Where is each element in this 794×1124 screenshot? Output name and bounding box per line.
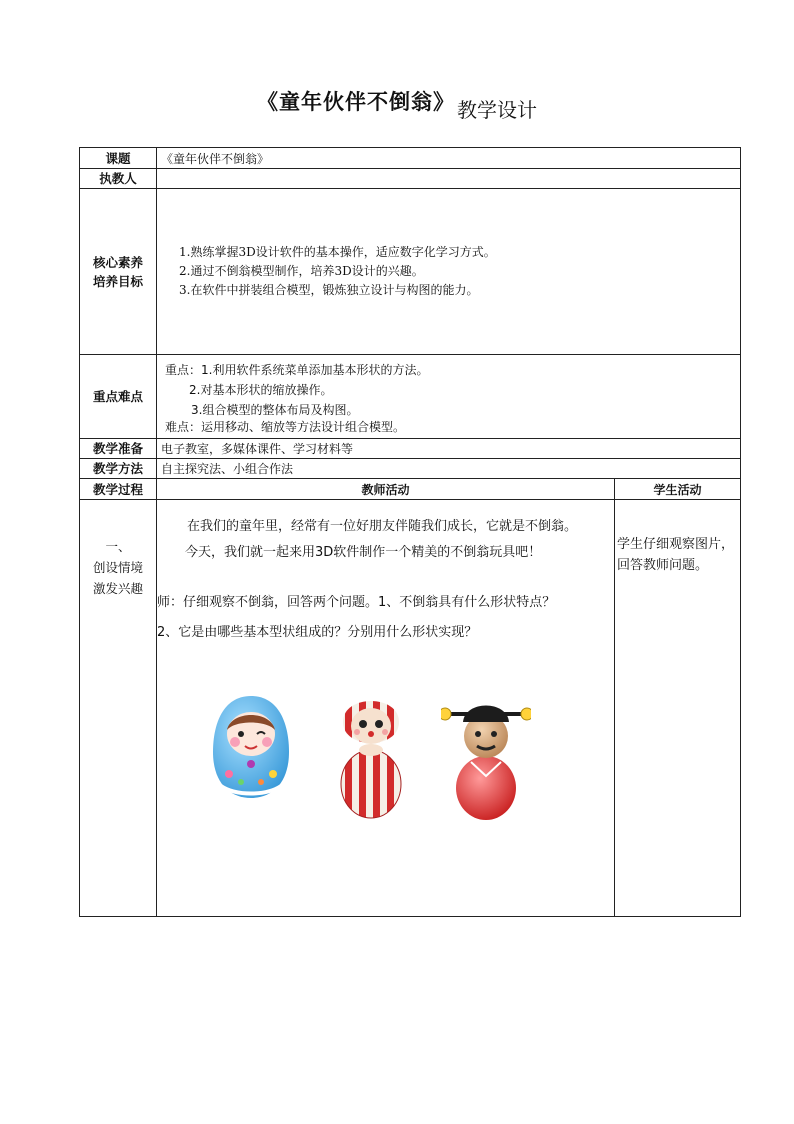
prep-label: 教学准备 bbox=[80, 439, 157, 459]
lesson-plan-table bbox=[79, 147, 741, 917]
goals-content bbox=[157, 189, 741, 355]
method-value: 自主探究法、小组合作法 bbox=[157, 459, 741, 479]
tumbler-doll-blue-image bbox=[201, 692, 301, 802]
page-title bbox=[0, 86, 794, 122]
teacher-para1: 在我们的童年里，经常有一位好朋友伴随我们成长，它就是不倒翁。 bbox=[187, 519, 578, 534]
key-point-line3: 3.组合模型的整体布局及构图。 bbox=[191, 402, 359, 417]
step1-line3: 激发兴趣 bbox=[92, 581, 143, 596]
student-activity: 学生仔细观察图片，回答教师问题。 bbox=[615, 500, 741, 917]
title-sub: 教学设计 bbox=[457, 98, 537, 122]
process-header-col3: 学生活动 bbox=[615, 479, 741, 500]
key-points-content bbox=[157, 355, 741, 439]
row-key-points bbox=[80, 355, 741, 439]
goals-label-line2: 培养目标 bbox=[92, 273, 143, 289]
process-header-col2: 教师活动 bbox=[157, 479, 615, 500]
row-goals bbox=[80, 189, 741, 355]
title-main: 《童年伙伴不倒翁》 bbox=[257, 90, 455, 114]
row-topic bbox=[80, 148, 741, 169]
topic-value: 《童年伙伴不倒翁》 bbox=[157, 148, 741, 169]
row-method bbox=[80, 459, 741, 479]
key-point-line1: 重点：1.利用软件系统菜单添加基本形状的方法。 bbox=[165, 362, 429, 377]
step1-line2: 创设情境 bbox=[92, 560, 143, 575]
key-point-line2: 2.对基本形状的缩放操作。 bbox=[189, 382, 333, 397]
row-step1 bbox=[80, 500, 741, 917]
teacher-activity bbox=[157, 500, 615, 917]
key-points-label: 重点难点 bbox=[80, 355, 157, 439]
prep-value: 电子教室，多媒体课件、学习材料等 bbox=[157, 439, 741, 459]
row-teacher bbox=[80, 169, 741, 189]
goals-label bbox=[80, 189, 157, 355]
tumbler-images bbox=[201, 692, 614, 822]
goals-label-line1: 核心素养 bbox=[92, 254, 143, 270]
teacher-question2: 2、它是由哪些基本型状组成的？分别用什么形状实现？ bbox=[157, 625, 478, 640]
topic-label: 课题 bbox=[80, 148, 157, 169]
row-prep bbox=[80, 439, 741, 459]
goal-item-2: 2.通过不倒翁模型制作，培养3D设计的兴趣。 bbox=[179, 264, 424, 278]
goal-item-3: 3.在软件中拼装组合模型，锻炼独立设计与构图的能力。 bbox=[179, 283, 479, 297]
tumbler-doll-official-image bbox=[441, 692, 531, 822]
process-header-col1: 教学过程 bbox=[80, 479, 157, 500]
goals-list bbox=[161, 243, 736, 300]
row-process-header bbox=[80, 479, 741, 500]
tumbler-doll-striped-image bbox=[331, 692, 411, 822]
teacher-value bbox=[157, 169, 741, 189]
goal-item-1: 1.熟练掌握3D设计软件的基本操作，适应数字化学习方式。 bbox=[179, 245, 496, 259]
teacher-para2: 今天，我们就一起来用3D软件制作一个精美的不倒翁玩具吧！ bbox=[185, 545, 542, 560]
teacher-question1: 师：仔细观察不倒翁，回答两个问题。1、不倒翁具有什么形状特点？ bbox=[157, 595, 556, 610]
step1-line1: 一、 bbox=[105, 539, 131, 554]
key-point-line4: 难点：运用移动、缩放等方法设计组合模型。 bbox=[165, 419, 406, 434]
teacher-label: 执教人 bbox=[80, 169, 157, 189]
step1-label bbox=[80, 500, 157, 917]
method-label: 教学方法 bbox=[80, 459, 157, 479]
